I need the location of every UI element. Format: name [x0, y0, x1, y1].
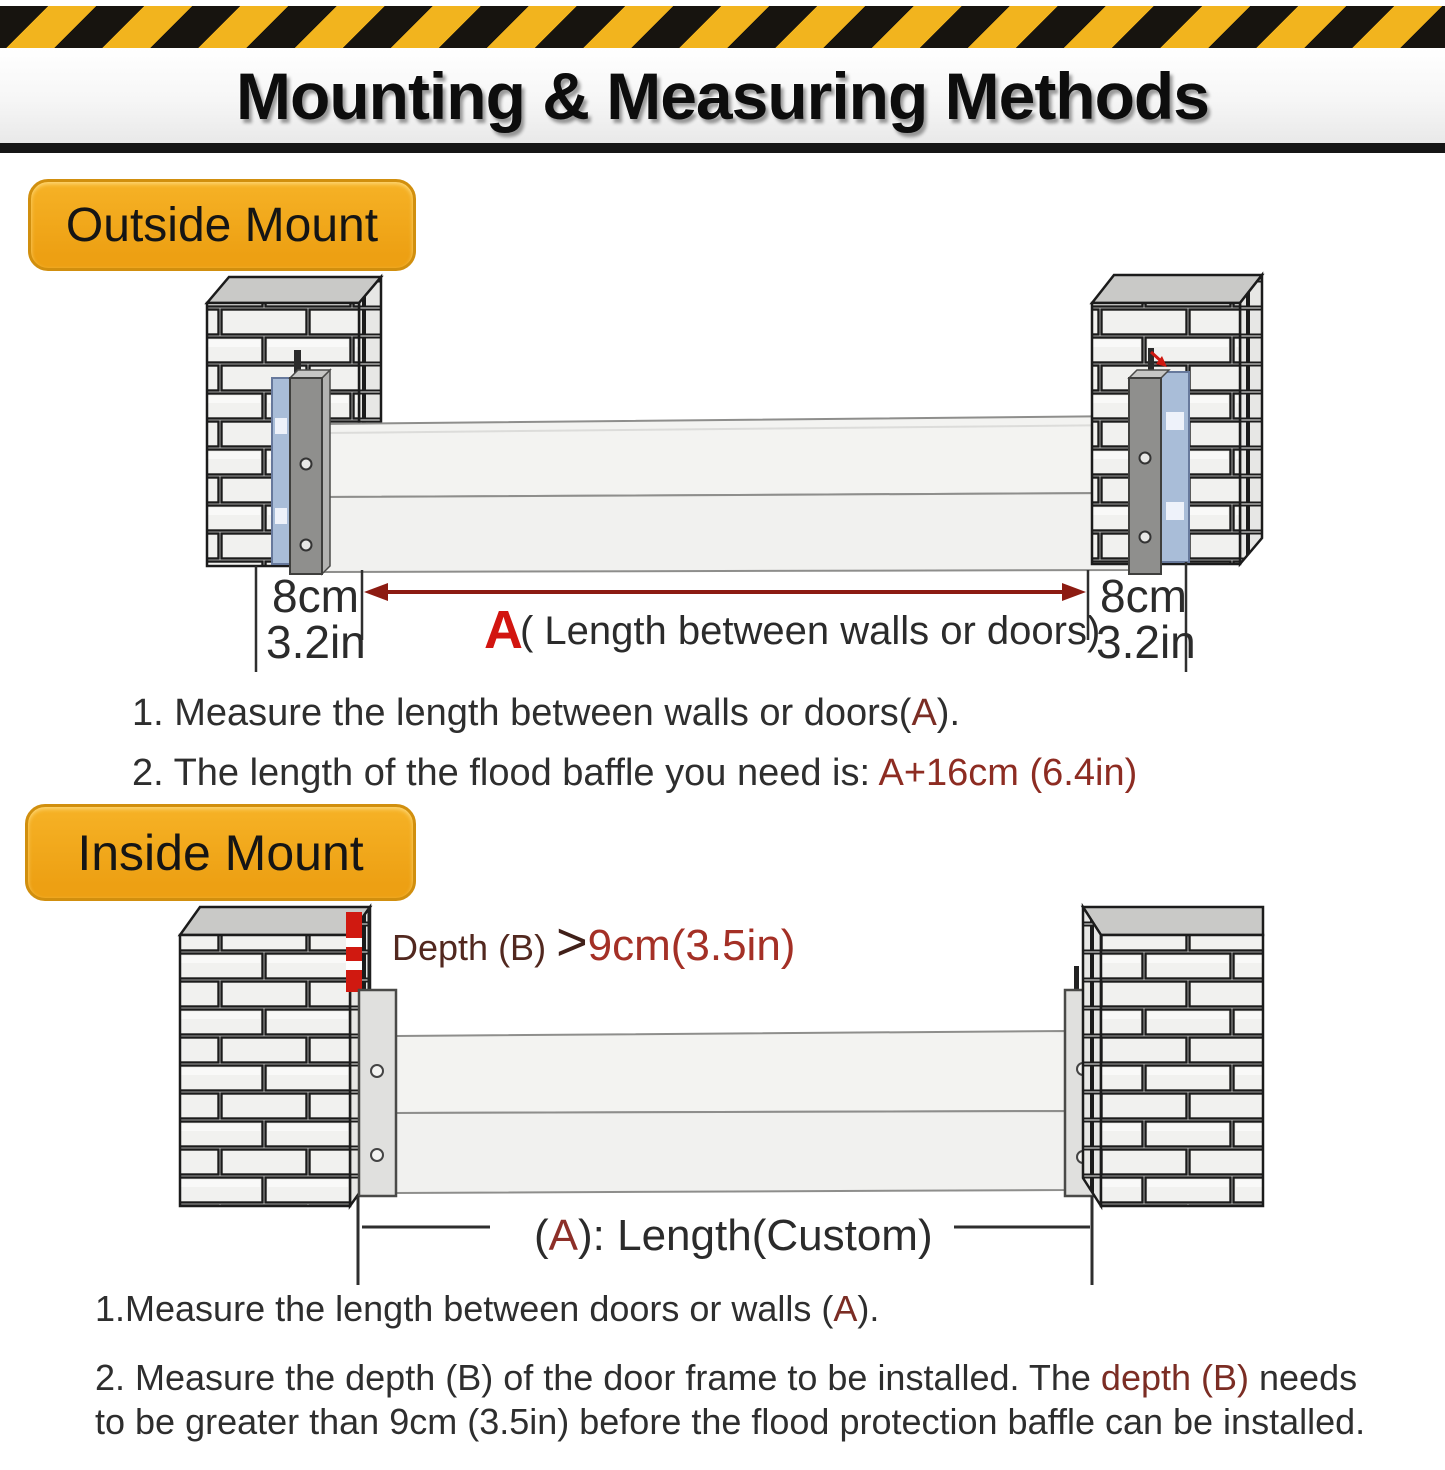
- left-overlap-cm-label: 8cm: [272, 570, 359, 622]
- inside-step-1: 1.Measure the length between doors or walls (A).: [95, 1288, 880, 1329]
- span-description-label: ( Length between walls or doors): [520, 609, 1101, 653]
- right-seal-channel: [1161, 372, 1189, 562]
- span-letter-label: A: [484, 600, 523, 660]
- arrow-right-head-icon: [1062, 583, 1086, 601]
- inside-mount-badge: [25, 804, 416, 901]
- left-seal-channel: [272, 378, 290, 564]
- outside-mount-diagram: [0, 265, 1445, 680]
- outside-mount-badge: [28, 179, 416, 271]
- outside-mount-badge-label: Outside Mount: [65, 198, 379, 252]
- right-mount-bracket: [1129, 378, 1161, 574]
- inside-mount-diagram: [0, 898, 1445, 1292]
- flood-barrier-panels: [396, 1031, 1065, 1193]
- screw-icon: [1140, 453, 1151, 464]
- title-underline: [0, 143, 1445, 153]
- inside-right-brick-pillar: [1083, 907, 1263, 1206]
- title-band: [0, 48, 1445, 143]
- screw-icon: [1140, 532, 1151, 543]
- inside-mount-steps: [95, 1288, 1365, 1470]
- left-overlap-in-label: 3.2in: [266, 616, 366, 668]
- inside-left-mount-plate: [359, 990, 396, 1196]
- flood-barrier-panels: [322, 416, 1129, 572]
- screw-icon: [301, 540, 312, 551]
- depth-note-label: Depth (B) >9cm(3.5in): [392, 912, 796, 972]
- right-anchor-bolt: [1074, 966, 1079, 992]
- hazard-tape-banner: [0, 6, 1445, 48]
- inside-left-brick-pillar: [180, 907, 370, 1206]
- page-title: Mounting & Measuring Methods: [236, 58, 1209, 133]
- right-overlap-in-label: 3.2in: [1096, 616, 1196, 668]
- span-arrow: [364, 583, 1086, 601]
- inside-mount-badge-label: Inside Mount: [77, 824, 364, 881]
- arrow-left-head-icon: [364, 583, 388, 601]
- outside-step-2: 2. The length of the flood baffle you need is: A+16cm (6.4in): [132, 752, 1138, 794]
- outside-step-1: 1. Measure the length between walls or doors(A).: [132, 692, 961, 734]
- outside-right-mount: [1129, 348, 1189, 574]
- screw-icon: [301, 459, 312, 470]
- screw-icon: [371, 1065, 383, 1077]
- inside-step-2: 2. Measure the depth (B) of the door frame to be installed. The depth (B) needs to be greater than 9cm (3.5in) before the flood protection baffle can be installed.: [95, 1357, 1366, 1442]
- screw-icon: [371, 1149, 383, 1161]
- length-dim-label: (A): Length(Custom): [534, 1211, 933, 1260]
- outside-left-mount: [272, 350, 330, 574]
- outside-mount-steps: [132, 692, 1137, 812]
- right-overlap-cm-label: 8cm: [1100, 570, 1187, 622]
